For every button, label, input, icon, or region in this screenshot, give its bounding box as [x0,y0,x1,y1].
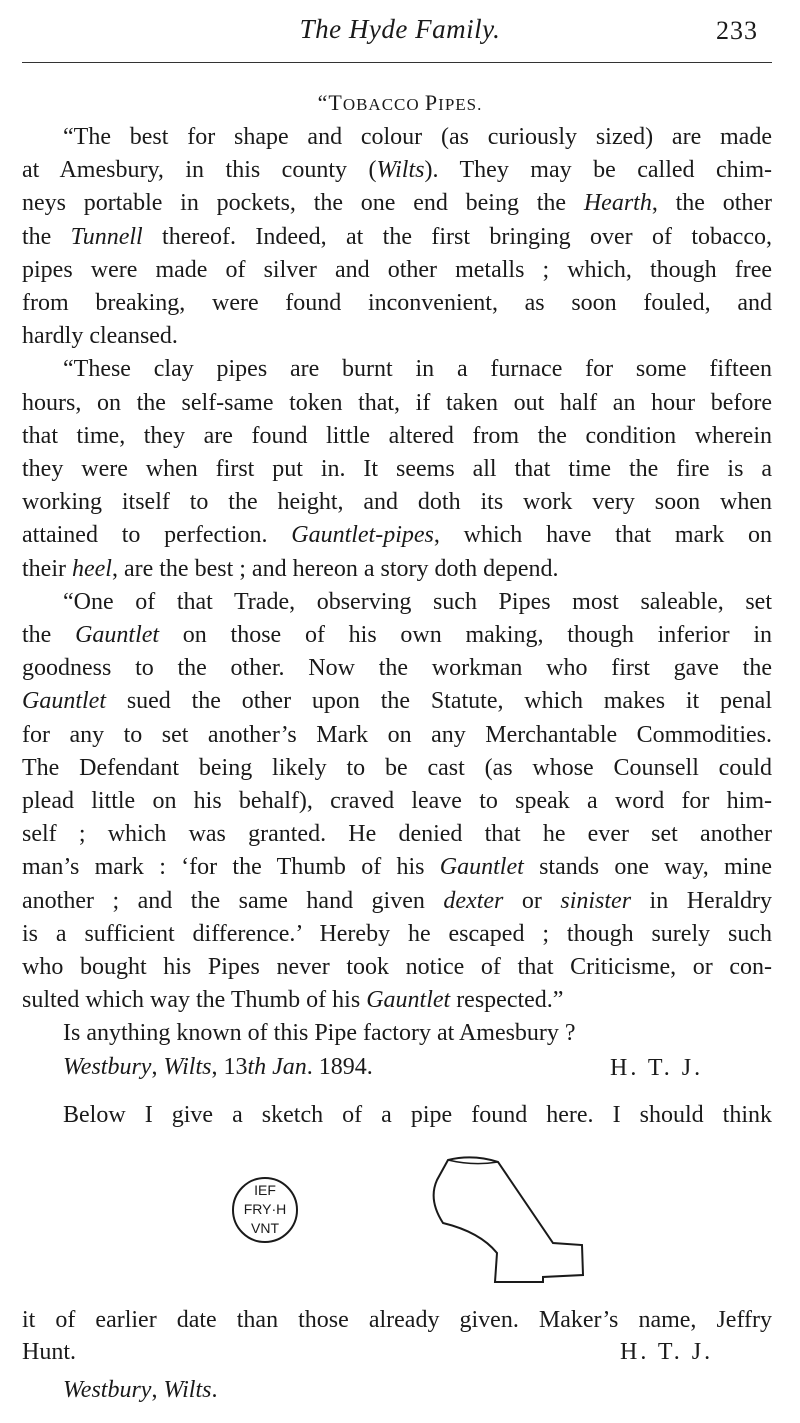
text-run: it of earlier date than those already given. Maker’s name, Jeffry [22,1307,772,1333]
text-run: Below I give a sketch of a pipe found here. I should think [63,1102,772,1128]
signature-initials: H. T. J. [620,1339,714,1365]
text-run: neys portable in pockets, the one end being the [22,190,584,216]
text-run: stands one way, mine [523,854,772,880]
svg-text:IEF: IEF [254,1182,276,1198]
italic-text-run: heel [71,556,112,582]
text-run: , are the best ; and hereon a story doth depend. [111,556,559,582]
quote-mark: “ [317,90,329,115]
italic-text-run: Gauntlet [439,854,524,880]
italic-text-run: Westbury [63,1054,152,1080]
italic-text-run: Westbury [63,1377,152,1403]
italic-text-run: Wilts [376,157,425,183]
svg-text:FRY·H: FRY·H [243,1201,287,1217]
text-run: , which have that mark on [433,522,772,548]
text-run: self ; which was granted. He denied that he ever set another [22,821,772,847]
text-run: The Defendant being likely to be cast (as whose Counsell could [22,755,772,781]
text-run: “One of that Trade, observing such Pipes most saleable, set [63,589,772,615]
italic-text-run: dexter [443,888,504,914]
italic-text-run: Hearth [583,190,652,216]
italic-text-run: th Jan [247,1054,307,1080]
text-run: goodness to the other. Now the workman who first gave the [22,655,772,681]
section-title-smallcaps: IPES. [438,95,483,114]
text-run: that time, they are found little altered from the condition wherein [22,423,772,449]
text-run: the [22,622,76,648]
italic-text-run: Tunnell [70,224,143,250]
section-title-initial: T [328,90,343,115]
text-run: working itself to the height, and doth its work very soon when [22,489,772,515]
text-run: sued the other upon the Statute, which makes it penal [106,688,772,714]
text-run: , [151,1377,164,1403]
section-title-smallcaps: OBACCO [342,95,425,114]
text-run: another ; and the same hand given [22,888,444,914]
text-run: at Amesbury, in this county ( [22,157,377,183]
text-run: . [211,1377,218,1403]
text-run: for any to set another’s Mark on any Merchantable Commodities. [22,722,772,748]
italic-text-run: sinister [560,888,632,914]
text-run: , 13 [211,1054,248,1080]
text-run: plead little on his behalf), craved leave to speak a word for him- [22,788,772,814]
italic-text-run: Gauntlet [75,622,160,648]
text-run: the [22,224,71,250]
italic-text-run: Gauntlet-pipes [291,522,434,548]
text-run: pipes were made of silver and other metalls ; which, though free [22,257,772,283]
text-run: in Heraldry [631,888,773,914]
text-run: thereof. Indeed, at the first bringing over of tobacco, [142,224,772,250]
text-run: they were when first put in. It seems all that time the fire is a [22,456,772,482]
section-title-initial: P [424,90,439,115]
text-run: who bought his Pipes never took notice of that Criticisme, or con- [22,954,772,980]
italic-text-run: Wilts [163,1054,212,1080]
svg-text:VNT: VNT [251,1220,279,1236]
text-run: from breaking, were found inconvenient, as soon fouled, and [22,290,772,316]
text-run: their [22,556,72,582]
text-run: attained to perfection. [22,522,292,548]
text-run: respected.” [450,987,564,1013]
signature-initials: H. T. J. [610,1055,704,1081]
text-run: , the other [651,190,773,216]
text-run: , [151,1054,164,1080]
running-header-title: The Hyde Family. [299,14,501,44]
italic-text-run: Gauntlet [22,688,106,714]
text-run: is a sufficient difference.’ Hereby he escaped ; though surely such [22,921,772,947]
italic-text-run: Gauntlet [366,987,451,1013]
text-run: hardly cleansed. [22,323,178,349]
text-run: “The best for shape and colour (as curiously sized) are made [63,124,772,150]
text-run: . 1894. [306,1054,373,1080]
text-run: “These clay pipes are burnt in a furnace for some fifteen [63,356,772,382]
text-run: on those of his own making, though inferior in [159,622,772,648]
page-number: 233 [716,16,758,45]
text-run: man’s mark : ‘for the Thumb of his [22,854,440,880]
text-run: sulted which way the Thumb of his [22,987,367,1013]
text-run: ). They may be called chim- [424,157,772,183]
text-run: Is anything known of this Pipe factory at Amesbury ? [63,1020,576,1046]
italic-text-run: Wilts [163,1377,212,1403]
text-run: hours, on the self-same token that, if taken out half an hour before [22,390,772,416]
text-run: or [503,888,561,914]
text-run: Hunt. [22,1339,76,1365]
